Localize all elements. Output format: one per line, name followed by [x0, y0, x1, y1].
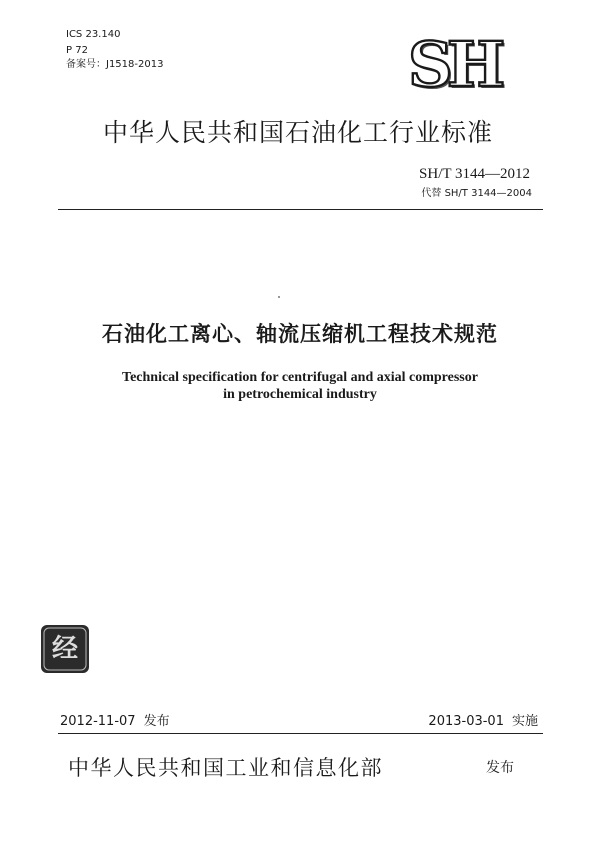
publish-date-block [60, 710, 178, 729]
document-title-en-line2: in petrochemical industry [223, 387, 377, 402]
top-divider [58, 209, 543, 210]
seal-icon [40, 624, 90, 674]
ics-code: ICS 23.140 [66, 29, 121, 40]
document-title-cn: 石油化工离心、轴流压缩机工程技术规范 [102, 322, 498, 346]
bottom-divider [58, 733, 543, 734]
replaces-standard: 代替 SH/T 3144—2004 [421, 188, 532, 199]
publish-label: 发布 [143, 714, 170, 729]
issuer-name: 中华人民共和国工业和信息化部 [68, 756, 383, 780]
document-title-en-line1: Technical specification for centrifugal and axial compressor [122, 370, 478, 385]
effective-date: 2013-03-01 [428, 714, 504, 729]
record-number: 备案号：J1518-2013 [66, 59, 164, 70]
effective-date-block [428, 710, 538, 729]
sh-logo: SH [408, 28, 500, 101]
classification-code: P 72 [66, 45, 88, 56]
standard-title: 中华人民共和国石油化工行业标准 [102, 118, 493, 147]
seal-glyph: 经 [51, 634, 79, 664]
standard-number: SH/T 3144—2012 [419, 166, 530, 182]
issuer-verb: 发布 [486, 760, 514, 776]
effective-label: 实施 [511, 714, 538, 729]
scan-speck [278, 296, 280, 298]
publish-date: 2012-11-07 [60, 714, 136, 729]
